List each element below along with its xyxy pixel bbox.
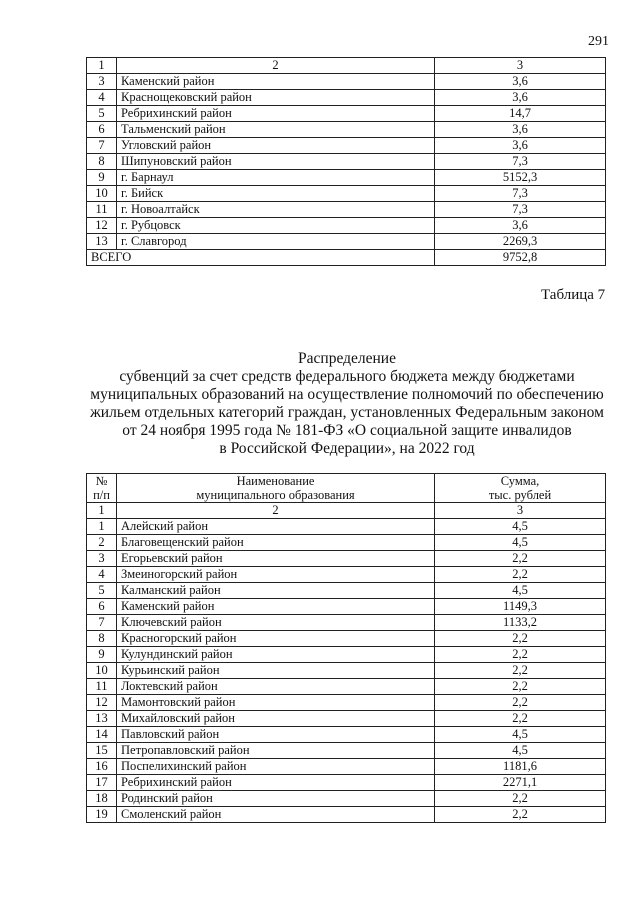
municipality-name: г. Рубцовск [117,218,435,234]
amount: 4,5 [435,583,606,599]
table-row [87,90,606,106]
table-row [87,154,606,170]
total-label: ВСЕГО [87,250,435,266]
total-row [87,250,606,266]
municipality-name: Благовещенский район [117,535,435,551]
table-row [87,74,606,90]
column-number-row [87,503,606,519]
municipality-name: Егорьевский район [117,551,435,567]
subvention-distribution-table [86,473,606,823]
column-number-3: 3 [435,503,606,519]
row-number: 6 [87,599,117,615]
table-row [87,727,606,743]
column-number-2: 2 [117,58,435,74]
column-number-row [87,58,606,74]
municipality-name: Угловский район [117,138,435,154]
table-row [87,567,606,583]
amount: 1181,6 [435,759,606,775]
municipality-name: г. Новоалтайск [117,202,435,218]
municipality-name: Змеиногорский район [117,567,435,583]
document-title [82,350,612,458]
header-number-line-1: № [95,474,108,488]
table-row [87,759,606,775]
table-row [87,663,606,679]
municipality-name: Михайловский район [117,711,435,727]
amount: 2269,3 [435,234,606,250]
row-number: 14 [87,727,117,743]
amount: 3,6 [435,218,606,234]
municipality-name: Мамонтовский район [117,695,435,711]
column-number-1: 1 [87,503,117,519]
header-name-line-2: муниципального образования [196,488,355,502]
row-number: 4 [87,567,117,583]
table-header-row [87,474,606,503]
amount: 2,2 [435,807,606,823]
row-number: 11 [87,202,117,218]
municipality-name: Красногорский район [117,631,435,647]
header-name [117,474,435,503]
amount: 1149,3 [435,599,606,615]
amount: 3,6 [435,138,606,154]
municipality-name: Алейский район [117,519,435,535]
municipality-name: Шипуновский район [117,154,435,170]
amount: 2,2 [435,679,606,695]
title-line: от 24 ноября 1995 года № 181-ФЗ «О социальной защите инвалидов [122,422,572,439]
municipality-name: Тальменский район [117,122,435,138]
municipality-name: г. Барнаул [117,170,435,186]
municipality-name: Петропавловский район [117,743,435,759]
amount: 2,2 [435,663,606,679]
amount: 1133,2 [435,615,606,631]
amount: 4,5 [435,519,606,535]
table-row [87,647,606,663]
header-number-line-2: п/п [93,488,110,502]
municipality-name: Родинский район [117,791,435,807]
row-number: 13 [87,711,117,727]
amount: 5152,3 [435,170,606,186]
amount: 3,6 [435,90,606,106]
budget-table-continued [86,57,606,266]
row-number: 5 [87,106,117,122]
row-number: 7 [87,615,117,631]
amount: 3,6 [435,122,606,138]
municipality-name: г. Славгород [117,234,435,250]
amount: 3,6 [435,74,606,90]
table-row [87,695,606,711]
amount: 7,3 [435,154,606,170]
amount: 7,3 [435,202,606,218]
municipality-name: Ребрихинский район [117,106,435,122]
table-row [87,106,606,122]
table-row [87,170,606,186]
municipality-name: Поспелихинский район [117,759,435,775]
header-sum-line-1: Сумма, [500,474,540,488]
row-number: 13 [87,234,117,250]
title-line: в Российской Федерации», на 2022 год [219,440,475,457]
table-row [87,679,606,695]
header-sum-line-2: тыс. рублей [488,488,552,502]
table-row [87,583,606,599]
municipality-name: Калманский район [117,583,435,599]
row-number: 19 [87,807,117,823]
row-number: 4 [87,90,117,106]
amount: 2,2 [435,711,606,727]
municipality-name: Кулундинский район [117,647,435,663]
table-row [87,743,606,759]
title-line: субвенций за счет средств федерального бюджета между бюджетами [119,368,575,385]
municipality-name: Каменский район [117,599,435,615]
table-row [87,807,606,823]
table-row [87,519,606,535]
row-number: 6 [87,122,117,138]
row-number: 5 [87,583,117,599]
table-row [87,234,606,250]
row-number: 8 [87,631,117,647]
table-row [87,202,606,218]
table-label: Таблица 7 [541,287,606,303]
amount: 2271,1 [435,775,606,791]
row-number: 2 [87,535,117,551]
municipality-name: Локтевский район [117,679,435,695]
amount: 14,7 [435,106,606,122]
table-row [87,791,606,807]
municipality-name: Ключевский район [117,615,435,631]
table-row [87,218,606,234]
table-row [87,122,606,138]
table-row [87,138,606,154]
municipality-name: Смоленский район [117,807,435,823]
table-row [87,186,606,202]
municipality-name: Курьинский район [117,663,435,679]
table-row [87,535,606,551]
amount: 4,5 [435,535,606,551]
title-line: Распределение [298,350,396,367]
amount: 2,2 [435,631,606,647]
amount: 2,2 [435,567,606,583]
row-number: 7 [87,138,117,154]
municipality-name: Павловский район [117,727,435,743]
table-row [87,615,606,631]
column-number-1: 1 [87,58,117,74]
amount: 7,3 [435,186,606,202]
row-number: 10 [87,663,117,679]
row-number: 18 [87,791,117,807]
header-name-line-1: Наименование [236,474,315,488]
table-row [87,711,606,727]
municipality-name: г. Бийск [117,186,435,202]
page-number: 291 [588,34,609,49]
total-value: 9752,8 [435,250,606,266]
municipality-name: Краснощековский район [117,90,435,106]
table-row [87,775,606,791]
amount: 2,2 [435,551,606,567]
row-number: 12 [87,695,117,711]
amount: 2,2 [435,647,606,663]
table-row [87,631,606,647]
row-number: 8 [87,154,117,170]
row-number: 9 [87,647,117,663]
row-number: 3 [87,74,117,90]
amount: 2,2 [435,695,606,711]
row-number: 1 [87,519,117,535]
row-number: 3 [87,551,117,567]
amount: 2,2 [435,791,606,807]
row-number: 16 [87,759,117,775]
row-number: 12 [87,218,117,234]
amount: 4,5 [435,727,606,743]
header-number [87,474,117,503]
column-number-3: 3 [435,58,606,74]
row-number: 15 [87,743,117,759]
column-number-2: 2 [117,503,435,519]
row-number: 11 [87,679,117,695]
row-number: 9 [87,170,117,186]
amount: 4,5 [435,743,606,759]
municipality-name: Каменский район [117,74,435,90]
row-number: 17 [87,775,117,791]
table-row [87,551,606,567]
title-line: жильем отдельных категорий граждан, установленных Федеральным законом [90,404,604,421]
title-line: муниципальных образований на осуществление полномочий по обеспечению [90,386,604,403]
table-row [87,599,606,615]
row-number: 10 [87,186,117,202]
municipality-name: Ребрихинский район [117,775,435,791]
header-sum [435,474,606,503]
